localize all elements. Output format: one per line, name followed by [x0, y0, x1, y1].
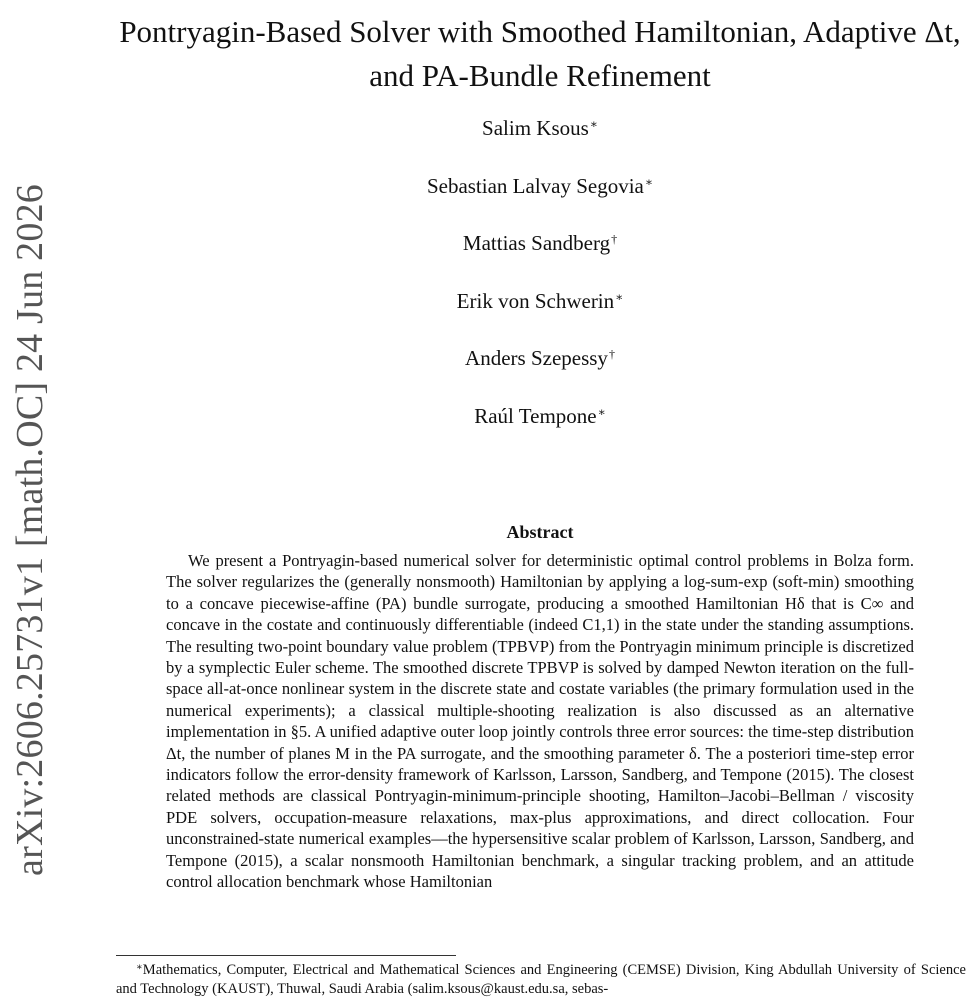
footnote-text: Mathematics, Computer, Electrical and Mathematical Sciences and Engineering (CEMSE) Division, King Abdullah University of Science and Technology (KAUST), Thuwal, Saudi Arabia (salim.ksous@kaust.edu.sa, sebas- [116, 962, 966, 997]
abstract-text: We present a Pontryagin-based numerical solver for deterministic optimal control problems in Bolza form. The solver regularizes the (generally nonsmooth) Hamiltonian by applying a log-sum-exp (soft-min) smoothing to a concave piecewise-affine (PA) bundle surrogate, producing a smoothed Hamiltonian Hδ that is C∞ and concave in the costate and continuously differentiable (indeed C1,1) in the state under the standing assumptions. The resulting two-point boundary value problem (TPBVP) from the Pontryagin minimum principle is discretized by a symplectic Euler scheme. The smoothed discrete TPBVP is solved by damped Newton iteration on the full-space all-at-once nonlinear system in the discrete state and costate variables (the primary formulation used in the numerical experiments); a classical multiple-shooting realization is also discussed as an alternative implementation in §5. A unified adaptive outer loop jointly controls three error sources: the time-step distribution Δt, the number of planes M in the PA surrogate, and the smoothing parameter δ. The a posteriori time-step error indicators follow the error-density framework of Karlsson, Larsson, Sandberg, and Tempone (2015). The closest related methods are classical Pontryagin-minimum-principle shooting, Hamilton–Jacobi–Bellman / viscosity PDE solvers, occupation-measure relaxations, max-plus approximations, and direct collocation. Four unconstrained-state numerical examples—the hypersensitive scalar problem of Karlsson, Larsson, Sandberg, and Tempone (2015), a scalar nonsmooth Hamiltonian benchmark, a singular tracking problem, and an attitude control allocation benchmark whose Hamiltonian [166, 551, 914, 892]
author-6 [300, 401, 780, 459]
author-name: Raúl Tempone [474, 403, 597, 428]
affiliation-mark: ∗ [597, 404, 606, 419]
affiliation-mark: † [608, 347, 615, 361]
abstract-heading: Abstract [506, 522, 574, 542]
author-2 [300, 171, 780, 229]
paper-title: Pontryagin-Based Solver with Smoothed Hamiltonian, Adaptive Δt, and PA-Bundle Refinement [119, 14, 961, 93]
author-name: Mattias Sandberg [462, 231, 611, 255]
author-1 [300, 113, 780, 171]
author-list [300, 113, 780, 458]
author-4 [300, 286, 780, 344]
affiliation-mark: ∗ [589, 117, 598, 131]
footnote-divider [116, 955, 456, 956]
author-name: Erik von Schwerin [456, 288, 615, 313]
arxiv-identifier-stamp [1, 184, 59, 876]
author-name: Salim Ksous [482, 116, 589, 140]
author-3 [300, 228, 780, 286]
author-name: Anders Szepessy [465, 346, 608, 370]
affiliation-mark: † [611, 232, 618, 246]
author-name: Sebastian Lalvay Segovia [426, 173, 644, 198]
footnote-mark: ∗ [136, 962, 143, 973]
author-5 [300, 343, 780, 401]
affiliation-mark: ∗ [615, 289, 624, 304]
affiliation-mark: ∗ [644, 174, 654, 189]
affiliation-footnote [116, 961, 966, 998]
arxiv-identifier-text: arXiv:2606.25731v1 [math.OC] 24 Jun 2026 [9, 184, 52, 876]
